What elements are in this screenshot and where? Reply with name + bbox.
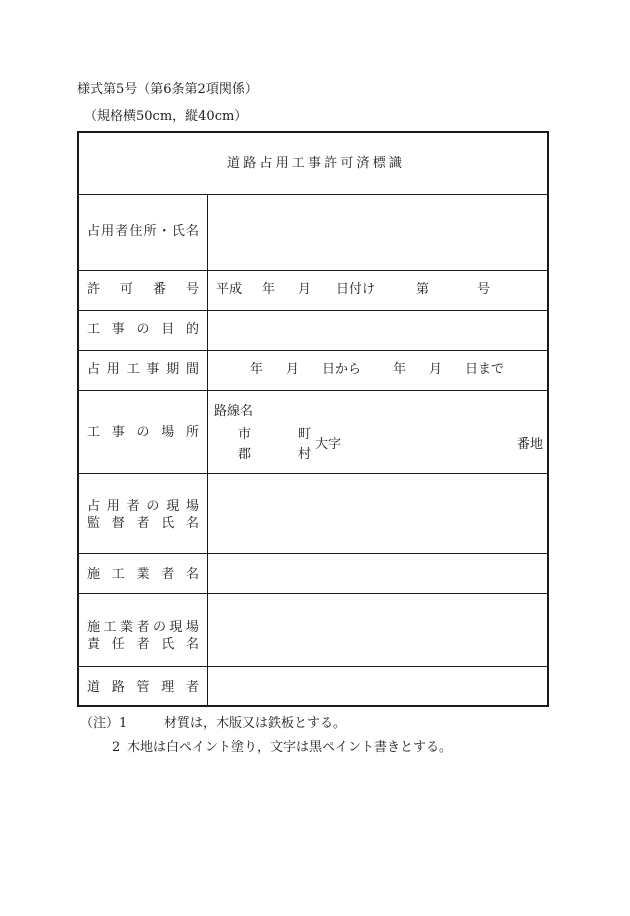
label-char: 工 [126,362,140,377]
label-char: 場 [185,620,199,635]
label-char: 工 [103,620,117,635]
label-char: 可 [340,156,354,171]
period-until: 日まで [465,362,505,377]
label-char: 事 [111,425,125,440]
note2-prefix: 2 [112,740,121,755]
label-char: 者 [115,224,129,239]
note2-text: 木地は白ペイント塗り，文字は黒ペイント書きとする。 [127,740,453,755]
label-char: 号 [185,282,199,297]
label-char: 監 [87,516,101,531]
label-char: 名 [185,637,199,652]
label-char: 道 [87,680,101,695]
label-char: 許 [324,156,338,171]
label-char: 所 [143,224,157,239]
label-char: 用 [275,156,289,171]
label-char: 占 [87,499,101,514]
label-char: 工 [87,322,101,337]
label-char: 道 [227,156,241,171]
row-divider [79,270,547,271]
label-char: 名 [185,567,199,582]
label-char: の [152,620,166,635]
permit-day-dated: 日付け [336,282,376,297]
label-contractor [87,567,199,583]
label-char: 者 [136,620,150,635]
label-period [87,362,199,378]
label-char: 事 [146,362,160,377]
period-month-from: 月 [286,362,300,377]
label-char: 施 [87,567,101,582]
label-road-administrator [87,680,199,696]
label-char: 業 [119,620,133,635]
label-purpose [87,322,199,338]
label-char: 者 [136,516,150,531]
row-divider [79,473,547,474]
row-divider [79,310,547,311]
row-divider [79,390,547,391]
label-char: 氏 [161,516,175,531]
label-char: ・ [157,224,171,239]
label-supervisor-line2 [87,516,199,532]
period-year-until: 年 [393,362,407,377]
column-divider [207,194,208,705]
label-char: 占 [87,224,101,239]
note1-text: 材質は，木版又は鉄板とする。 [164,716,347,731]
label-occupant [87,224,199,240]
label-char: の [146,499,160,514]
label-char: 用 [101,224,115,239]
row-divider [79,666,547,667]
location-banchi: 番地 [517,437,544,452]
label-char: 者 [136,637,150,652]
label-char: 用 [106,499,120,514]
label-char: 名 [185,516,199,531]
period-year-from: 年 [250,362,264,377]
label-char: 者 [161,567,175,582]
label-char: 事 [307,156,321,171]
label-char: 管 [136,680,150,695]
label-char: 識 [388,156,402,171]
permit-month: 月 [298,282,312,297]
label-char: 場 [185,499,199,514]
label-char: 督 [111,516,125,531]
location-village: 村 [298,447,312,462]
label-char: の [136,322,150,337]
label-char: 済 [356,156,370,171]
label-char: 理 [161,680,175,695]
permit-heisei: 平成 [216,282,243,297]
label-char: 占 [87,362,101,377]
label-contractor-manager-line2 [87,637,199,653]
row-divider [79,593,547,594]
permit-sign-table [77,131,549,707]
label-char: 路 [243,156,257,171]
label-char: 場 [161,425,175,440]
label-char: 間 [185,362,199,377]
period-from: 日から [322,362,362,377]
label-char: 施 [87,620,101,635]
table-title [227,156,402,172]
label-char: 現 [169,620,183,635]
label-char: 工 [111,567,125,582]
label-char: 事 [111,322,125,337]
label-char: 業 [136,567,150,582]
form-spec: （規格横50cm，縦40cm） [84,109,248,124]
permit-go: 号 [477,282,491,297]
label-char: 所 [185,425,199,440]
location-oaza: 大字 [315,437,342,452]
label-char: 番 [152,282,166,297]
row-divider [79,194,547,195]
label-char: 名 [185,224,199,239]
label-char: 現 [166,499,180,514]
label-location [87,425,199,441]
label-contractor-manager-line1 [87,620,199,636]
label-char: の [136,425,150,440]
label-char: 者 [126,499,140,514]
label-char: 許 [87,282,101,297]
label-char: 者 [185,680,199,695]
permit-year: 年 [262,282,276,297]
label-char: 工 [87,425,101,440]
label-permit-number [87,282,199,298]
period-month-until: 月 [429,362,443,377]
label-char: 任 [111,637,125,652]
location-city: 市 [238,427,252,442]
location-town: 町 [298,427,312,442]
label-char: 用 [106,362,120,377]
label-char: 占 [259,156,273,171]
label-char: 目 [161,322,175,337]
label-supervisor-line1 [87,499,199,515]
label-char: 責 [87,637,101,652]
label-char: 標 [372,156,386,171]
label-char: 可 [119,282,133,297]
row-divider [79,350,547,351]
label-char: 住 [129,224,143,239]
label-char: 氏 [161,637,175,652]
label-char: 工 [291,156,305,171]
form-number: 様式第5号（第6条第2項関係） [77,82,258,97]
label-char: 期 [166,362,180,377]
location-county: 郡 [238,447,252,462]
location-route-name: 路線名 [214,404,254,419]
label-char: 路 [111,680,125,695]
row-divider [79,553,547,554]
label-char: 的 [185,322,199,337]
note1-prefix: （注）1 [80,716,128,731]
label-char: 氏 [171,224,185,239]
permit-dai: 第 [416,282,430,297]
